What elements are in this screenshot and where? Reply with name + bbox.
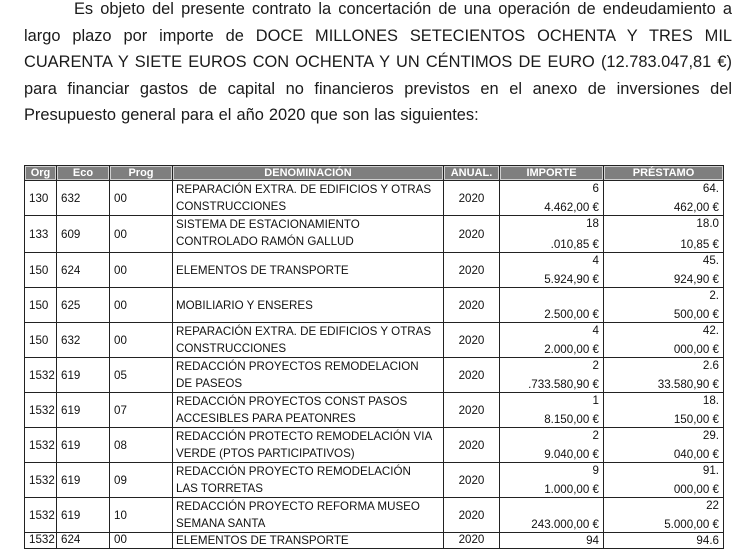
cell-prog: 07: [110, 393, 173, 428]
table-row: [25, 323, 724, 358]
cell-eco: 624: [57, 533, 110, 549]
cell-prestamo: [604, 393, 724, 428]
denominacion-line-2: DE PASEOS: [176, 377, 243, 390]
cell-prestamo-part-2: 5.000,00 €: [664, 518, 719, 531]
cell-anual: 2020: [444, 428, 500, 463]
cell-denominacion: [173, 463, 444, 498]
cell-prestamo: [604, 181, 724, 216]
cell-prestamo-part-2: 10,85 €: [680, 238, 719, 251]
cell-importe-part-2: 2.500,00 €: [544, 308, 599, 321]
table-row: [25, 288, 724, 323]
cell-prog: 05: [110, 358, 173, 393]
cell-prestamo: [604, 463, 724, 498]
cell-prog: 00: [110, 323, 173, 358]
table-row: [25, 358, 724, 393]
denominacion-line-1: REDACCIÓN PROYECTO REFORMA MUSEO: [176, 500, 420, 513]
cell-prog: 00: [110, 253, 173, 288]
denominacion-line-1: MOBILIARIO Y ENSERES: [176, 298, 313, 312]
cell-denominacion: [173, 216, 444, 253]
table-row: [25, 463, 724, 498]
cell-importe-part-1: 6: [592, 182, 599, 195]
cell-eco: 632: [57, 181, 110, 216]
cell-denominacion: [173, 428, 444, 463]
cell-org: 130: [25, 181, 57, 216]
denominacion-line-1: REDACCIÓN PROYECTOS REMODELACION: [176, 360, 419, 373]
cell-prestamo-part-2: 462,00 €: [673, 201, 719, 214]
cell-importe: [500, 533, 604, 549]
denominacion-line-2: CONTROLADO RAMÓN GALLUD: [176, 235, 354, 248]
cell-prestamo-part-1: 29.: [702, 429, 719, 442]
denominacion-line-1: ELEMENTOS DE TRANSPORTE: [176, 534, 349, 547]
cell-prestamo-part-2: 33.580,90 €: [657, 378, 719, 391]
cell-eco: 609: [57, 216, 110, 253]
cell-prestamo: [604, 358, 724, 393]
cell-prestamo-part-1: 94.6: [696, 534, 719, 547]
intro-paragraph: [24, 0, 732, 129]
cell-prog: 08: [110, 428, 173, 463]
cell-org: 1532: [25, 463, 57, 498]
cell-prestamo-part-2: 000,00 €: [673, 483, 719, 496]
cell-prog: 00: [110, 533, 173, 549]
denominacion-line-2: CONSTRUCCIONES: [176, 342, 287, 355]
cell-prog: 00: [110, 181, 173, 216]
cell-importe-part-1: 4: [592, 254, 599, 267]
denominacion-line-2: SEMANA SANTA: [176, 517, 266, 530]
header-prog: Prog: [110, 166, 173, 181]
cell-denominacion: [173, 393, 444, 428]
cell-org: 1532: [25, 498, 57, 533]
header-denominacion: DENOMINACIÓN: [173, 166, 444, 181]
cell-importe-part-2: 5.924,90 €: [544, 273, 599, 286]
denominacion-line-1: REDACCIÓN PROTECTO REMODELACIÓN VIA: [176, 430, 433, 443]
cell-eco: 619: [57, 463, 110, 498]
cell-prestamo: [604, 323, 724, 358]
cell-importe: [500, 181, 604, 216]
cell-eco: 619: [57, 358, 110, 393]
cell-prog: 09: [110, 463, 173, 498]
cell-denominacion: [173, 323, 444, 358]
cell-anual: 2020: [444, 253, 500, 288]
header-org: Org: [25, 166, 57, 181]
table-row: [25, 216, 724, 253]
cell-importe-part-2: 1.000,00 €: [544, 483, 599, 496]
cell-prestamo-part-1: 2.: [709, 289, 719, 302]
cell-prestamo-part-1: 18.: [702, 394, 719, 407]
cell-prog: 00: [110, 288, 173, 323]
denominacion-line-2: CONSTRUCCIONES: [176, 200, 287, 213]
table-row: [25, 498, 724, 533]
cell-denominacion: [173, 181, 444, 216]
cell-prestamo-part-1: 91.: [702, 464, 719, 477]
cell-org: 1532: [25, 533, 57, 549]
denominacion-line-1: SISTEMA DE ESTACIONAMIENTO: [176, 218, 360, 231]
cell-importe-part-1: 1: [592, 394, 599, 407]
header-eco: Eco: [57, 166, 110, 181]
cell-org: 1532: [25, 358, 57, 393]
cell-anual: 2020: [444, 533, 500, 549]
cell-importe-part-1: 18: [586, 217, 599, 230]
cell-anual: 2020: [444, 181, 500, 216]
cell-importe-part-2: .010,85 €: [550, 238, 599, 251]
denominacion-line-1: ELEMENTOS DE TRANSPORTE: [176, 263, 349, 277]
cell-importe-part-2: 2.000,00 €: [544, 343, 599, 356]
cell-importe-part-1: 9: [592, 464, 599, 477]
cell-eco: 619: [57, 428, 110, 463]
cell-prog: 10: [110, 498, 173, 533]
cell-anual: 2020: [444, 393, 500, 428]
cell-prestamo-part-1: 2.6: [702, 359, 719, 372]
cell-importe: [500, 463, 604, 498]
denominacion-line-2: ACCESIBLES PARA PEATONRES: [176, 412, 356, 425]
cell-prestamo-part-2: 500,00 €: [673, 308, 719, 321]
denominacion-line-2: LAS TORRETAS: [176, 482, 263, 495]
cell-importe-part-1: 2: [592, 359, 599, 372]
cell-denominacion: [173, 533, 444, 549]
intro-text: Es objeto del presente contrato la concertación de una operación de endeudamiento a largo plazo por importe de DOCE MILLONES SETECIENTOS OCHENTA Y TRES MIL CUARENTA Y SIETE EUROS CON OCHENTA Y UN CÉNTIMOS DE EURO (12.783.047,81 €) para financiar gastos de capital no financieros previstos en el anexo de inversiones del Presupuesto general para el año 2020 que son las siguientes:: [24, 0, 732, 124]
cell-eco: 619: [57, 498, 110, 533]
table-row: [25, 533, 724, 549]
table-body: [25, 181, 724, 549]
cell-denominacion: [173, 358, 444, 393]
header-prestamo: PRÉSTAMO: [604, 166, 724, 181]
table-row: [25, 393, 724, 428]
cell-importe-part-2: 243.000,00 €: [531, 518, 599, 531]
cell-importe-part-1: 94: [586, 534, 599, 547]
cell-anual: 2020: [444, 498, 500, 533]
cell-importe: [500, 323, 604, 358]
cell-denominacion: [173, 288, 444, 323]
cell-anual: 2020: [444, 358, 500, 393]
cell-importe: [500, 358, 604, 393]
cell-org: 150: [25, 288, 57, 323]
cell-prestamo: [604, 288, 724, 323]
cell-org: 150: [25, 253, 57, 288]
table-row: [25, 428, 724, 463]
cell-denominacion: [173, 253, 444, 288]
denominacion-line-1: REPARACIÓN EXTRA. DE EDIFICIOS Y OTRAS: [176, 325, 432, 338]
denominacion-line-1: REPARACIÓN EXTRA. DE EDIFICIOS Y OTRAS: [176, 183, 432, 196]
cell-eco: 625: [57, 288, 110, 323]
cell-prestamo-part-1: 22: [706, 499, 719, 512]
cell-importe: [500, 288, 604, 323]
cell-importe: [500, 253, 604, 288]
cell-anual: 2020: [444, 288, 500, 323]
cell-org: 1532: [25, 428, 57, 463]
cell-prestamo-part-1: 42.: [702, 324, 719, 337]
cell-importe-part-2: 8.150,00 €: [544, 413, 599, 426]
cell-prestamo: [604, 216, 724, 253]
cell-prestamo: [604, 253, 724, 288]
cell-prestamo-part-1: 64.: [702, 182, 719, 195]
cell-prestamo-part-2: 040,00 €: [673, 448, 719, 461]
denominacion-line-1: REDACCIÓN PROYECTOS CONST PASOS: [176, 395, 408, 408]
cell-importe-part-2: 4.462,00 €: [544, 201, 599, 214]
cell-importe-part-2: 9.040,00 €: [544, 448, 599, 461]
cell-anual: 2020: [444, 216, 500, 253]
cell-importe: [500, 216, 604, 253]
cell-prog: 00: [110, 216, 173, 253]
cell-org: 150: [25, 323, 57, 358]
cell-importe: [500, 428, 604, 463]
cell-importe-part-1: [500, 288, 599, 303]
cell-importe: [500, 498, 604, 533]
cell-importe-part-2: .733.580,90 €: [528, 378, 599, 391]
cell-importe: [500, 393, 604, 428]
cell-eco: 632: [57, 323, 110, 358]
header-anual: ANUAL.: [444, 166, 500, 181]
cell-importe-part-1: [500, 498, 599, 513]
table-header-row: [25, 166, 724, 181]
table-row: [25, 253, 724, 288]
table-row: [25, 181, 724, 216]
cell-eco: 624: [57, 253, 110, 288]
cell-prestamo-part-2: 150,00 €: [673, 413, 719, 426]
investments-table: [24, 165, 724, 549]
cell-importe-part-1: 4: [592, 324, 599, 337]
cell-prestamo: [604, 428, 724, 463]
cell-anual: 2020: [444, 463, 500, 498]
cell-prestamo-part-2: 000,00 €: [673, 343, 719, 356]
cell-org: 1532: [25, 393, 57, 428]
cell-denominacion: [173, 498, 444, 533]
denominacion-line-2: VERDE (PTOS PARTICIPATIVOS): [176, 447, 355, 460]
cell-anual: 2020: [444, 323, 500, 358]
cell-prestamo-part-1: 45.: [702, 254, 719, 267]
cell-prestamo-part-1: 18.0: [696, 217, 719, 230]
cell-prestamo-part-2: 924,90 €: [673, 273, 719, 286]
cell-importe-part-1: 2: [592, 429, 599, 442]
cell-prestamo: [604, 498, 724, 533]
cell-prestamo: [604, 533, 724, 549]
cell-org: 133: [25, 216, 57, 253]
cell-eco: 619: [57, 393, 110, 428]
header-importe: IMPORTE: [500, 166, 604, 181]
denominacion-line-1: REDACCIÓN PROYECTO REMODELACIÓN: [176, 465, 411, 478]
